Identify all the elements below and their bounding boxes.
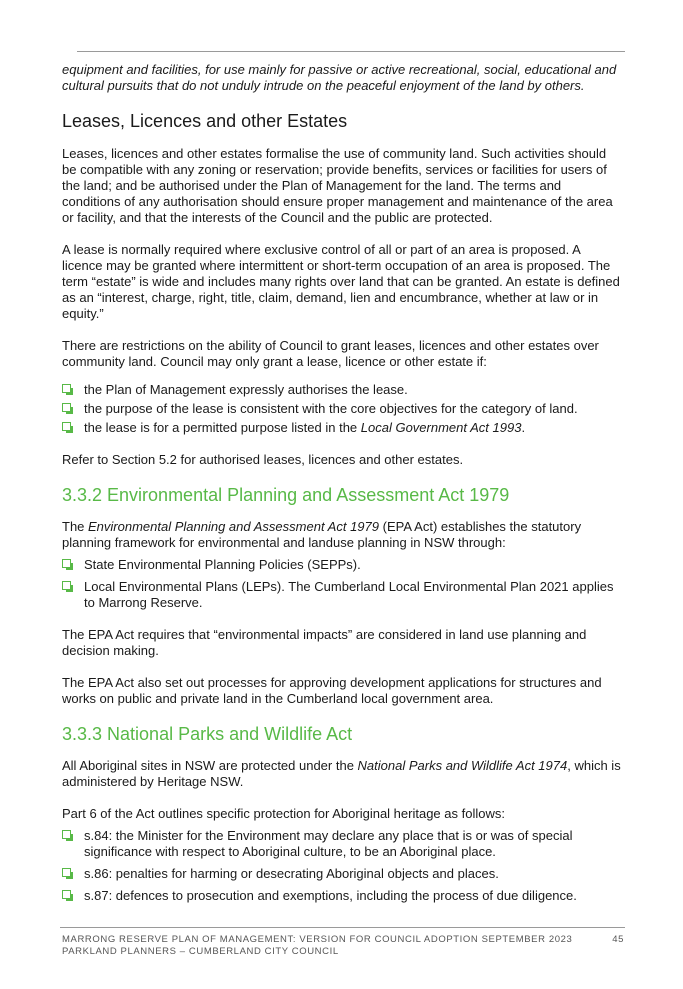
checkbox-bullet-icon <box>62 890 71 899</box>
footer-rule <box>60 927 625 928</box>
list-item: s.86: penalties for harming or desecrating Aboriginal objects and places. <box>62 866 622 882</box>
npw-heading: 3.3.3 National Parks and Wildlife Act <box>62 724 353 744</box>
header-rule <box>77 51 625 52</box>
npw-paragraph-1: All Aboriginal sites in NSW are protected under the National Parks and Wildlife Act 1974, which is administered by Heritage NSW. <box>62 758 621 789</box>
checkbox-bullet-icon <box>62 403 71 412</box>
epa-bullet-list <box>62 557 622 611</box>
leases-paragraph-3: There are restrictions on the ability of Council to grant leases, licences and other estates over community land. Council may only grant a lease, licence or other estate if: <box>62 338 599 369</box>
leases-paragraph-4: Refer to Section 5.2 for authorised leases, licences and other estates. <box>62 452 464 467</box>
checkbox-bullet-icon <box>62 559 71 568</box>
epa-paragraph-1: The Environmental Planning and Assessment Act 1979 (EPA Act) establishes the statutory planning framework for environmental and landuse planning in NSW through: <box>62 519 582 550</box>
list-item: s.87: defences to prosecution and exemptions, including the process of due diligence. <box>62 888 622 904</box>
checkbox-bullet-icon <box>62 581 71 590</box>
leases-bullet-list <box>62 382 622 436</box>
list-item: the Plan of Management expressly authorises the lease. <box>62 382 622 398</box>
leases-heading: Leases, Licences and other Estates <box>62 111 348 131</box>
footer-line-1: MARRONG RESERVE PLAN OF MANAGEMENT: VERSION FOR COUNCIL ADOPTION SEPTEMBER 2023 <box>62 934 573 945</box>
leases-paragraph-1: Leases, licences and other estates formalise the use of community land. Such activities should be compatible with any zoning or reservation; provide benefits, services or facilities for users of the land; and be authorised under the Plan of Management for the land. The terms and conditions of any authorisation should ensure proper management and maintenance of the area or facility, and that the interests of the Council and the public are protected. <box>62 146 613 225</box>
page-footer <box>62 934 624 958</box>
checkbox-bullet-icon <box>62 422 71 431</box>
checkbox-bullet-icon <box>62 830 71 839</box>
checkbox-bullet-icon <box>62 868 71 877</box>
list-item: the purpose of the lease is consistent with the core objectives for the category of land. <box>62 401 622 417</box>
page-number: 45 <box>612 934 624 945</box>
epa-paragraph-2: The EPA Act requires that “environmental impacts” are considered in land use planning and decision making. <box>62 627 587 658</box>
intro-paragraph: equipment and facilities, for use mainly for passive or active recreational, social, educational and cultural pursuits that do not unduly intrude on the peaceful enjoyment of the land by others. <box>62 62 617 93</box>
epa-heading: 3.3.2 Environmental Planning and Assessment Act 1979 <box>62 485 510 505</box>
list-item: s.84: the Minister for the Environment may declare any place that is or was of special significance with respect to Aboriginal culture, to be an Aboriginal place. <box>62 828 622 860</box>
npw-bullet-list <box>62 828 622 904</box>
list-item: State Environmental Planning Policies (SEPPs). <box>62 557 622 573</box>
list-item: Local Environmental Plans (LEPs). The Cumberland Local Environmental Plan 2021 applies to Marrong Reserve. <box>62 579 622 611</box>
epa-paragraph-3: The EPA Act also set out processes for approving development applications for structures and works on public and private land in the Cumberland local government area. <box>62 675 602 706</box>
leases-paragraph-2: A lease is normally required where exclusive control of all or part of an area is proposed. A licence may be granted where intermittent or short-term occupation of an area is proposed. The term “estate” is wide and includes many rights over land that can be granted. An estate is defined as an “interest, charge, right, title, claim, demand, lien and encumbrance, whether at law or in equity.” <box>62 242 620 321</box>
footer-line-2: PARKLAND PLANNERS – CUMBERLAND CITY COUNCIL <box>62 946 339 957</box>
list-item: the lease is for a permitted purpose listed in the Local Government Act 1993. <box>62 420 622 436</box>
checkbox-bullet-icon <box>62 384 71 393</box>
page-body <box>62 62 622 920</box>
npw-paragraph-2: Part 6 of the Act outlines specific protection for Aboriginal heritage as follows: <box>62 806 505 821</box>
